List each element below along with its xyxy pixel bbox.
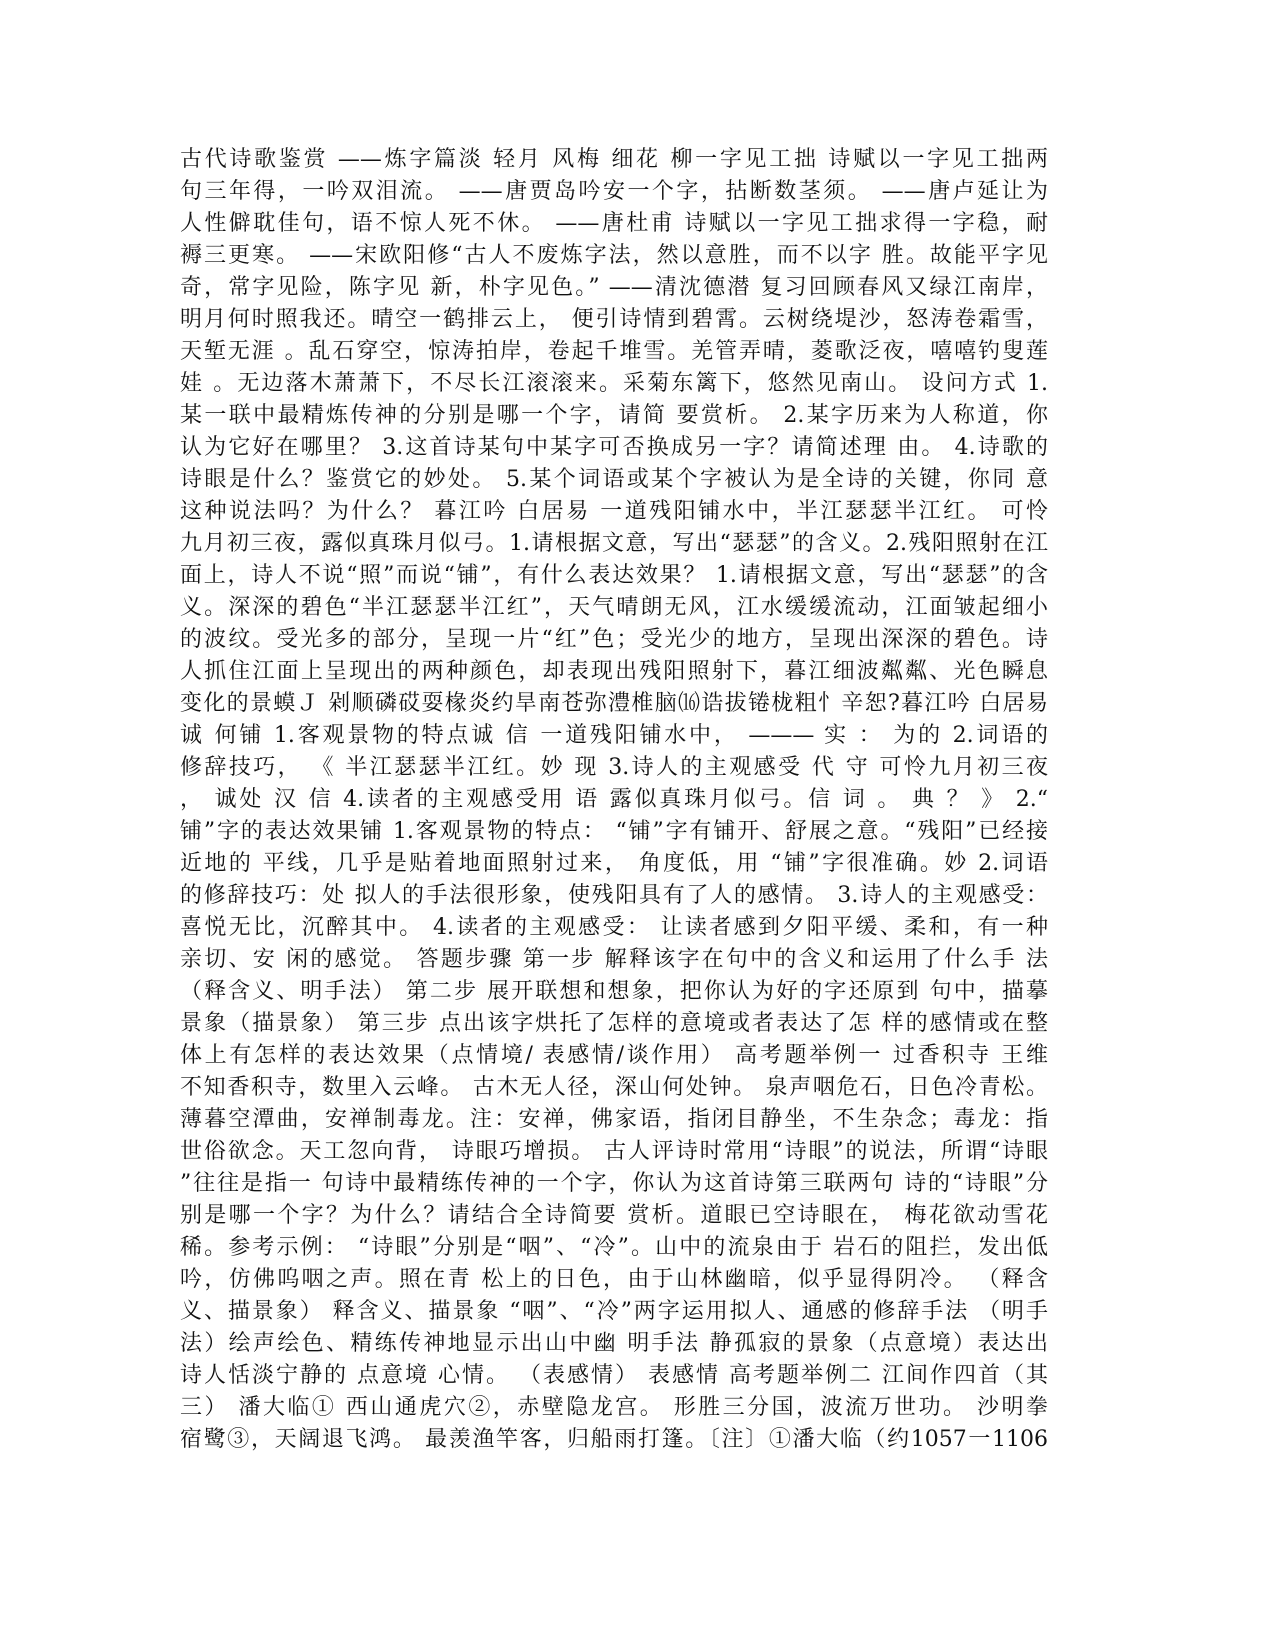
text-line: 景象（描景象） 第三步 点出该字烘托了怎样的意境或者表达了怎 样的感情或在整 <box>180 1011 1048 1036</box>
text-line: 褥三更寒。 ——宋欧阳修“古人不废炼字法，然以意胜，而不以字 胜。故能平字见 <box>180 243 1048 268</box>
text-line: 修辞技巧， 《 半江瑟瑟半江红。妙 现 3.诗人的主观感受 代 守 可怜九月初三夜 <box>180 755 1048 780</box>
text-line: 明月何时照我还。晴空一鹤排云上， 便引诗情到碧霄。云树绕堤沙，怒涛卷霜雪， <box>180 307 1048 332</box>
text-line: 义、描景象） 释含义、描景象 “咽”、“冷”两字运用拟人、通感的修辞手法 （明手 <box>180 1299 1048 1324</box>
text-line: 体上有怎样的表达效果（点情境/ 表感情/谈作用） 高考题举例一 过香积寺 王维 <box>180 1043 1048 1068</box>
text-line: 宿鹭③，天阔退飞鸿。 最羡渔竿客，归船雨打篷。〔注〕①潘大临（约1057一1106 <box>180 1427 1048 1452</box>
text-line: 近地的 平线，几乎是贴着地面照射过来， 角度低，用 “铺”字很准确。妙 2.词语 <box>180 851 1048 876</box>
text-line: 奇，常字见险，陈字见 新，朴字见色。” ——清沈德潜 复习回顾春风又绿江南岸， <box>180 275 1048 300</box>
text-line: 稀。参考示例： “诗眼”分别是“咽”、“冷”。山中的流泉由于 岩石的阻拦，发出低 <box>180 1235 1048 1260</box>
text-line: 法）绘声绘色、精练传神地显示出山中幽 明手法 静孤寂的景象（点意境）表达出 <box>180 1331 1048 1356</box>
text-line: 娃 。无边落木萧萧下，不尽长江滚滚来。采菊东篱下，悠然见南山。 设问方式 1. <box>180 371 1048 396</box>
text-line: 铺”字的表达效果铺 1.客观景物的特点： “铺”字有铺开、舒展之意。“残阳”已经接 <box>180 819 1048 844</box>
text-line: 诗人恬淡宁静的 点意境 心情。 （表感情） 表感情 高考题举例二 江间作四首（其 <box>180 1363 1048 1388</box>
text-line: 这种说法吗？为什么？ 暮江吟 白居易 一道残阳铺水中，半江瑟瑟半江红。 可怜 <box>180 499 1048 524</box>
text-line: 诗眼是什么？鉴赏它的妙处。 5.某个词语或某个字被认为是全诗的关键，你同 意 <box>180 467 1048 492</box>
text-line: 人性僻耽佳句，语不惊人死不休。 ——唐杜甫 诗赋以一字见工拙求得一字稳，耐 <box>180 211 1048 236</box>
text-line: 吟，仿佛呜咽之声。照在青 松上的日色，由于山林幽暗，似乎显得阴冷。 （释含 <box>180 1267 1048 1292</box>
text-line: 面上，诗人不说“照”而说“铺”，有什么表达效果？ 1.请根据文意，写出“瑟瑟”的含 <box>180 563 1048 588</box>
text-line: ， 诚处 汉 信 4.读者的主观感受用 语 露似真珠月似弓。信 词 。 典 ？ 》 2.“ <box>180 787 1048 812</box>
text-line: （释含义、明手法） 第二步 展开联想和想象，把你认为好的字还原到 句中，描摹 <box>180 979 1048 1004</box>
text-line: 人抓住江面上呈现出的两种颜色，却表现出残阳照射下，暮江细波粼粼、光色瞬息 <box>180 659 1048 684</box>
text-line: 九月初三夜，露似真珠月似弓。1.请根据文意，写出“瑟瑟”的含义。2.残阳照射在江 <box>180 531 1048 556</box>
text-line: 的波纹。受光多的部分，呈现一片“红”色；受光少的地方，呈现出深深的碧色。诗 <box>180 627 1048 652</box>
text-line: 某一联中最精炼传神的分别是哪一个字，请简 要赏析。 2.某字历来为人称道，你 <box>180 403 1048 428</box>
text-line: 薄暮空潭曲，安禅制毒龙。注：安禅，佛家语，指闭目静坐，不生杂念；毒龙：指 <box>180 1107 1048 1132</box>
text-line: 诚 何铺 1.客观景物的特点诚 信 一道残阳铺水中， ——— 实 ： 为的 2.词语的 <box>180 723 1048 748</box>
document-page <box>180 144 1048 1544</box>
text-line: 句三年得，一吟双泪流。 ——唐贾岛吟安一个字，拈断数茎须。 ——唐卢延让为 <box>180 179 1048 204</box>
text-line: 不知香积寺，数里入云峰。 古木无人径，深山何处钟。 泉声咽危石，日色冷青松。 <box>180 1075 1048 1100</box>
text-line: 变化的景蟆Ｊ 剁顺磷砹耍椽炎约旱南苍弥澧椎脑⒃诰拔锩栊粗忄辛恕?暮江吟 白居易 <box>180 691 1048 716</box>
text-line: 别是哪一个字？为什么？请结合全诗简要 赏析。道眼已空诗眼在， 梅花欲动雪花 <box>180 1203 1048 1228</box>
text-line: 认为它好在哪里？ 3.这首诗某句中某字可否换成另一字？请简述理 由。 4.诗歌的 <box>180 435 1048 460</box>
text-line: 古代诗歌鉴赏 ——炼字篇淡 轻月 风梅 细花 柳一字见工拙 诗赋以一字见工拙两 <box>180 147 1048 172</box>
text-line: 亲切、安 闲的感觉。 答题步骤 第一步 解释该字在句中的含义和运用了什么手 法 <box>180 947 1048 972</box>
text-line: 义。深深的碧色“半江瑟瑟半江红”，天气晴朗无风，江水缓缓流动，江面皱起细小 <box>180 595 1048 620</box>
text-line: 的修辞技巧：处 拟人的手法很形象，使残阳具有了人的感情。 3.诗人的主观感受： <box>180 883 1048 908</box>
text-line: 世俗欲念。天工忽向背， 诗眼巧增损。 古人评诗时常用“诗眼”的说法，所谓“诗眼 <box>180 1139 1048 1164</box>
text-line: 天堑无涯 。乱石穿空，惊涛拍岸，卷起千堆雪。羌管弄晴，菱歌泛夜，嘻嘻钓叟莲 <box>180 339 1048 364</box>
text-line: 喜悦无比，沉醉其中。 4.读者的主观感受： 让读者感到夕阳平缓、柔和，有一种 <box>180 915 1048 940</box>
text-line: ”往往是指一 句诗中最精练传神的一个字，你认为这首诗第三联两句 诗的“诗眼”分 <box>180 1171 1048 1196</box>
text-line: 三） 潘大临① 西山通虎穴②，赤壁隐龙宫。 形胜三分国，波流万世功。 沙明拳 <box>180 1395 1048 1420</box>
